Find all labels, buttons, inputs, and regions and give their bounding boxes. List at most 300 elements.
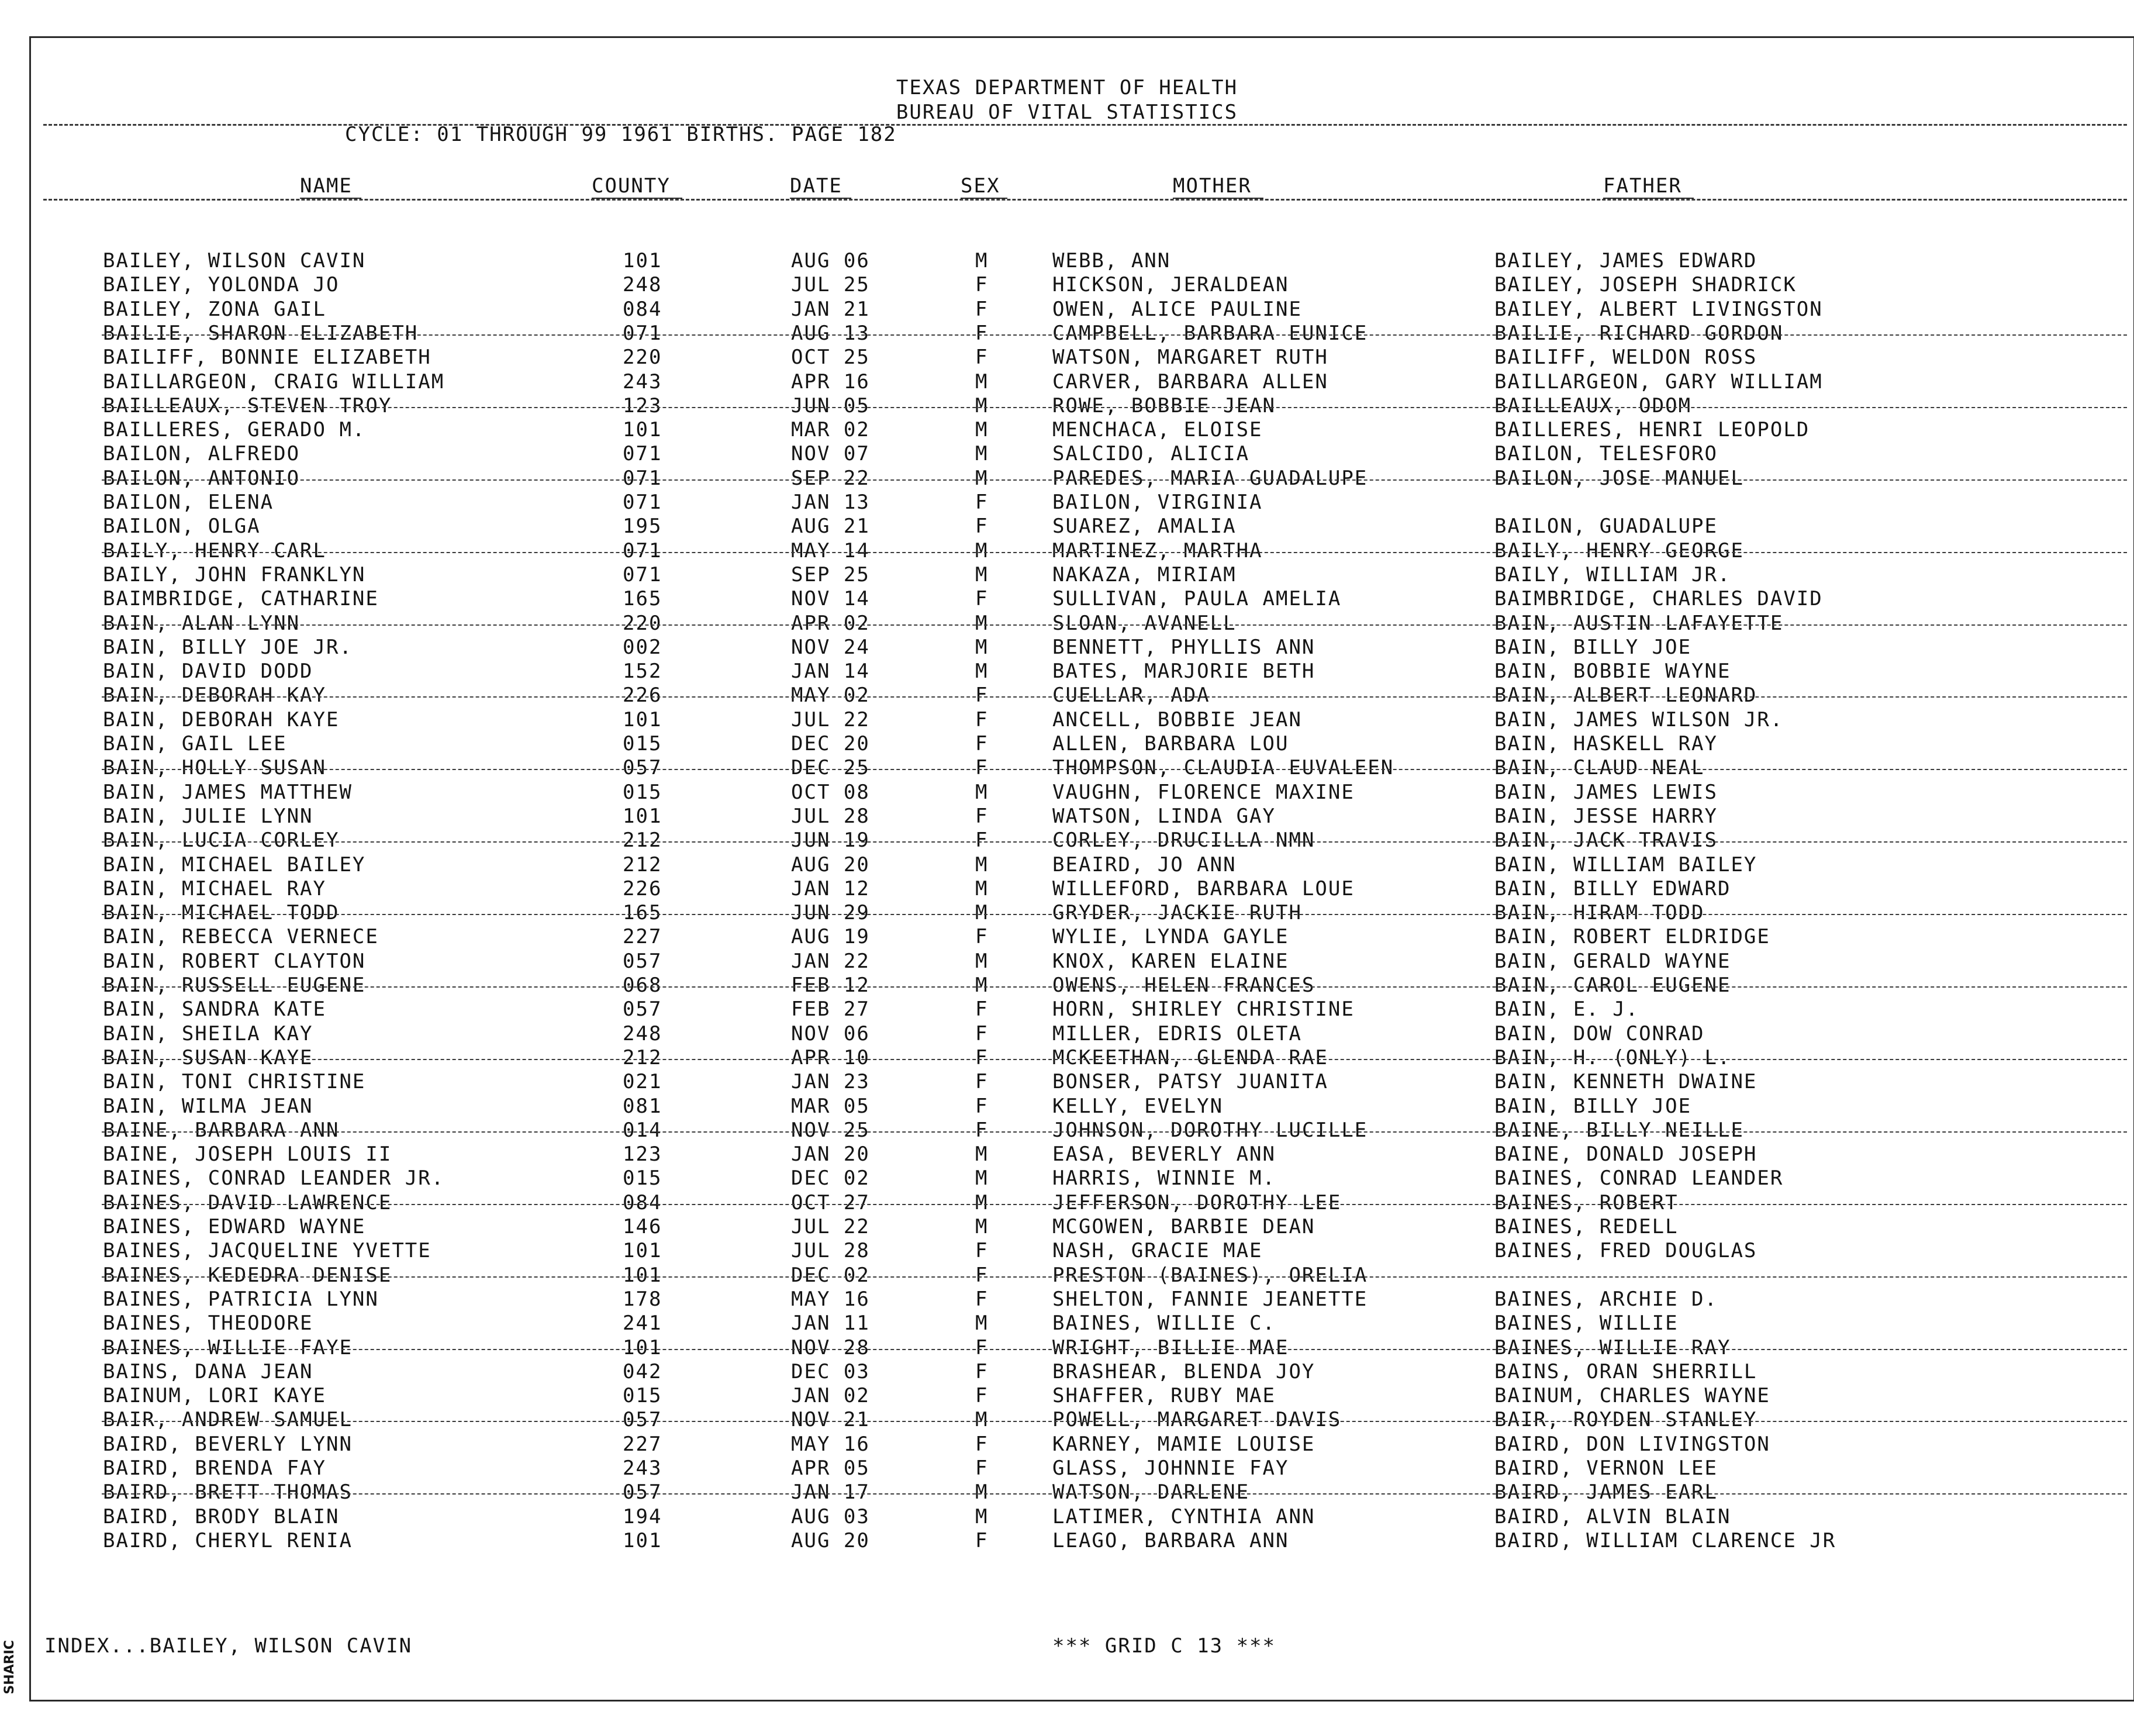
cell-name: BAIN, ALAN LYNN	[103, 611, 301, 635]
cell-county: 021	[623, 1070, 662, 1094]
col-header-name: NAME	[300, 174, 353, 198]
cell-date: JAN 21	[791, 297, 870, 321]
cell-county: 014	[623, 1118, 662, 1142]
cell-father: BAIN, H. (ONLY) L.	[1494, 1045, 1731, 1069]
cell-father: BAIN, DOW CONRAD	[1494, 1021, 1705, 1045]
cell-sex: F	[975, 829, 989, 853]
cell-sex: F	[975, 732, 989, 755]
cell-date: AUG 13	[791, 321, 870, 345]
table-row	[0, 1505, 2134, 1529]
cell-county: 057	[623, 1408, 662, 1432]
cell-mother: CORLEY, DRUCILLA NMN	[1052, 829, 1315, 853]
table-row	[0, 925, 2134, 949]
cell-sex: M	[975, 1408, 989, 1432]
cell-father: BAIN, ALBERT LEONARD	[1494, 684, 1757, 707]
cell-mother: BENNETT, PHYLLIS ANN	[1052, 635, 1315, 659]
cell-sex: F	[975, 273, 989, 297]
bureau-title: BUREAU OF VITAL STATISTICS	[896, 101, 1238, 124]
cell-mother: WEBB, ANN	[1052, 249, 1171, 272]
cell-sex: F	[975, 684, 989, 707]
cell-father: BAINES, FRED DOUGLAS	[1494, 1239, 1757, 1263]
cell-county: 101	[623, 1239, 662, 1263]
cycle-line: CYCLE: 01 THROUGH 99 1961 BIRTHS. PAGE 182	[345, 123, 897, 146]
index-footer: INDEX...BAILEY, WILSON CAVIN	[44, 1634, 413, 1658]
cell-date: JAN 13	[791, 491, 870, 514]
cell-father: BAIN, WILLIAM BAILEY	[1494, 853, 1757, 876]
row-separator	[102, 1349, 2127, 1350]
table-row	[0, 539, 2134, 563]
cell-sex: F	[975, 804, 989, 828]
cell-name: BAIRD, CHERYL RENIA	[103, 1528, 353, 1552]
cell-mother: LEAGO, BARBARA ANN	[1052, 1528, 1289, 1552]
cell-county: 015	[623, 1166, 662, 1190]
cell-name: BAIN, MICHAEL BAILEY	[103, 853, 366, 876]
cell-county: 084	[623, 297, 662, 321]
cell-mother: BAILON, VIRGINIA	[1052, 491, 1263, 514]
table-row	[0, 1215, 2134, 1239]
table-row	[0, 1119, 2134, 1143]
cell-father: BAIN, BILLY EDWARD	[1494, 876, 1731, 900]
cell-county: 057	[623, 949, 662, 973]
cell-father: BAILY, HENRY GEORGE	[1494, 539, 1744, 562]
table-row	[0, 1095, 2134, 1119]
col-header-county: COUNTY	[592, 174, 671, 198]
cell-name: BAINES, EDWARD WAYNE	[103, 1215, 366, 1238]
table-row	[0, 1312, 2134, 1335]
cell-sex: F	[975, 1070, 989, 1094]
cell-date: DEC 02	[791, 1166, 870, 1190]
cell-county: 101	[623, 1528, 662, 1552]
cell-sex: M	[975, 562, 989, 586]
cell-name: BAIR, ANDREW SAMUEL	[103, 1408, 353, 1432]
cell-sex: F	[975, 491, 989, 514]
table-row	[0, 491, 2134, 515]
cell-mother: SALCIDO, ALICIA	[1052, 442, 1250, 466]
cell-father: BAIN, E. J.	[1494, 998, 1639, 1021]
table-row	[0, 732, 2134, 756]
side-label: SHARIC	[2, 1640, 17, 1694]
cell-mother: KNOX, KAREN ELAINE	[1052, 949, 1289, 973]
table-row	[0, 418, 2134, 442]
cell-sex: F	[975, 1384, 989, 1408]
cell-date: FEB 12	[791, 974, 870, 997]
cell-mother: LATIMER, CYNTHIA ANN	[1052, 1504, 1315, 1528]
row-separator	[102, 1059, 2127, 1060]
cell-sex: F	[975, 1118, 989, 1142]
cell-father: BAILON, GUADALUPE	[1494, 515, 1718, 539]
cell-county: 146	[623, 1215, 662, 1238]
cell-father: BAIN, KENNETH DWAINE	[1494, 1070, 1757, 1094]
table-row	[0, 1264, 2134, 1288]
cell-sex: F	[975, 1528, 989, 1552]
table-row	[0, 1239, 2134, 1263]
cell-sex: F	[975, 1021, 989, 1045]
cell-county: 220	[623, 611, 662, 635]
cell-name: BAILLARGEON, CRAIG WILLIAM	[103, 370, 445, 394]
cell-date: APR 05	[791, 1457, 870, 1480]
row-separator	[102, 769, 2127, 770]
cell-county: 071	[623, 491, 662, 514]
cell-name: BAIN, DEBORAH KAY	[103, 684, 326, 707]
cell-mother: SLOAN, AVANELL	[1052, 611, 1237, 635]
cell-name: BAINES, KEDEDRA DENISE	[103, 1263, 392, 1287]
cell-date: DEC 20	[791, 732, 870, 755]
cell-mother: PAREDES, MARIA GUADALUPE	[1052, 466, 1368, 490]
cell-mother: BRASHEAR, BLENDA JOY	[1052, 1359, 1315, 1383]
table-row	[0, 1143, 2134, 1166]
row-separator	[102, 1276, 2127, 1278]
cell-date: JUN 19	[791, 829, 870, 853]
cell-mother: OWEN, ALICE PAULINE	[1052, 297, 1302, 321]
cell-sex: F	[975, 346, 989, 370]
table-row	[0, 829, 2134, 853]
cell-name: BAIN, GAIL LEE	[103, 732, 287, 755]
cell-date: APR 16	[791, 370, 870, 394]
cell-county: 165	[623, 901, 662, 925]
cell-mother: KELLY, EVELYN	[1052, 1094, 1224, 1118]
cell-date: JAN 12	[791, 876, 870, 900]
cell-father: BAIRD, DON LIVINGSTON	[1494, 1432, 1770, 1456]
cell-name: BAILEY, YOLONDA JO	[103, 273, 340, 297]
cell-mother: NAKAZA, MIRIAM	[1052, 562, 1237, 586]
row-separator	[102, 914, 2127, 915]
cell-name: BAINE, JOSEPH LOUIS II	[103, 1143, 392, 1166]
cell-county: 068	[623, 974, 662, 997]
cell-father: BAINES, REDELL	[1494, 1215, 1679, 1238]
cell-father: BAIRD, WILLIAM CLARENCE JR	[1494, 1528, 1836, 1552]
cell-father: BAIN, HASKELL RAY	[1494, 732, 1718, 755]
cell-sex: F	[975, 515, 989, 539]
cell-mother: ROWE, BOBBIE JEAN	[1052, 394, 1276, 417]
table-row	[0, 950, 2134, 974]
cell-name: BAILEY, ZONA GAIL	[103, 297, 326, 321]
cell-name: BAIN, JAMES MATTHEW	[103, 780, 353, 804]
table-row	[0, 563, 2134, 587]
cell-name: BAIN, MICHAEL TODD	[103, 901, 340, 925]
cell-mother: JOHNSON, DOROTHY LUCILLE	[1052, 1118, 1368, 1142]
cell-sex: M	[975, 901, 989, 925]
cell-name: BAIRD, BEVERLY LYNN	[103, 1432, 353, 1456]
table-row	[0, 1022, 2134, 1046]
cell-sex: M	[975, 635, 989, 659]
cell-county: 101	[623, 249, 662, 272]
cell-date: APR 02	[791, 611, 870, 635]
cell-sex: M	[975, 660, 989, 684]
cell-father: BAIMBRIDGE, CHARLES DAVID	[1494, 587, 1823, 611]
cell-name: BAIN, SANDRA KATE	[103, 998, 326, 1021]
row-separator	[102, 841, 2127, 843]
cell-name: BAIN, ROBERT CLAYTON	[103, 949, 366, 973]
cell-date: JAN 02	[791, 1384, 870, 1408]
cell-name: BAIRD, BRODY BLAIN	[103, 1504, 340, 1528]
table-row	[0, 1191, 2134, 1215]
cell-father: BAILON, TELESFORO	[1494, 442, 1718, 466]
cell-county: 101	[623, 1263, 662, 1287]
cell-date: AUG 03	[791, 1504, 870, 1528]
table-row	[0, 853, 2134, 877]
cell-date: MAY 16	[791, 1287, 870, 1311]
cell-name: BAILON, OLGA	[103, 515, 261, 539]
cell-sex: M	[975, 1312, 989, 1335]
cell-mother: MCGOWEN, BARBIE DEAN	[1052, 1215, 1315, 1238]
cell-mother: CAMPBELL, BARBARA EUNICE	[1052, 321, 1368, 345]
cell-sex: M	[975, 539, 989, 562]
cell-county: 081	[623, 1094, 662, 1118]
table-row	[0, 636, 2134, 660]
cell-sex: M	[975, 442, 989, 466]
row-separator	[102, 696, 2127, 698]
cell-mother: HICKSON, JERALDEAN	[1052, 273, 1289, 297]
cell-name: BAINE, BARBARA ANN	[103, 1118, 340, 1142]
cell-sex: M	[975, 876, 989, 900]
col-header-father: FATHER	[1603, 174, 1682, 198]
cell-county: 015	[623, 1384, 662, 1408]
cell-sex: F	[975, 321, 989, 345]
cell-county: 243	[623, 1457, 662, 1480]
row-separator	[102, 334, 2127, 336]
cell-father: BAILLARGEON, GARY WILLIAM	[1494, 370, 1823, 394]
cell-mother: WATSON, LINDA GAY	[1052, 804, 1276, 828]
cell-date: OCT 25	[791, 346, 870, 370]
cell-father: BAINES, WILLIE RAY	[1494, 1335, 1731, 1359]
cell-county: 123	[623, 394, 662, 417]
cell-date: NOV 06	[791, 1021, 870, 1045]
cell-county: 015	[623, 732, 662, 755]
cell-name: BAILIFF, BONNIE ELIZABETH	[103, 346, 431, 370]
cell-county: 195	[623, 515, 662, 539]
row-separator	[102, 624, 2127, 626]
table-row	[0, 467, 2134, 491]
cell-date: NOV 21	[791, 1408, 870, 1432]
cell-date: JAN 17	[791, 1480, 870, 1504]
cell-county: 101	[623, 1335, 662, 1359]
cell-county: 248	[623, 273, 662, 297]
cell-mother: KARNEY, MAMIE LOUISE	[1052, 1432, 1315, 1456]
cell-date: JAN 22	[791, 949, 870, 973]
cell-sex: F	[975, 1263, 989, 1287]
cell-father: BAINES, WILLIE	[1494, 1312, 1679, 1335]
row-separator	[102, 1493, 2127, 1495]
cell-mother: GLASS, JOHNNIE FAY	[1052, 1457, 1289, 1480]
cell-father: BAINE, DONALD JOSEPH	[1494, 1143, 1757, 1166]
cell-sex: F	[975, 925, 989, 949]
cell-mother: WILLEFORD, BARBARA LOUE	[1052, 876, 1355, 900]
cell-sex: F	[975, 1432, 989, 1456]
table-row	[0, 394, 2134, 418]
cell-sex: M	[975, 418, 989, 442]
cell-county: 071	[623, 539, 662, 562]
cell-date: DEC 25	[791, 756, 870, 780]
cell-name: BAINES, WILLIE FAYE	[103, 1335, 353, 1359]
cell-father: BAINES, ROBERT	[1494, 1190, 1679, 1214]
table-row	[0, 1408, 2134, 1432]
cell-sex: M	[975, 1215, 989, 1238]
cell-father: BAIN, JAMES WILSON JR.	[1494, 707, 1784, 731]
cell-sex: F	[975, 297, 989, 321]
cell-father: BAIRD, JAMES EARL	[1494, 1480, 1718, 1504]
cell-father: BAINUM, CHARLES WAYNE	[1494, 1384, 1770, 1408]
cell-name: BAILON, ALFREDO	[103, 442, 301, 466]
cell-father: BAIRD, VERNON LEE	[1494, 1457, 1718, 1480]
cell-county: 152	[623, 660, 662, 684]
table-row	[0, 442, 2134, 466]
cell-mother: PRESTON (BAINES), ORELIA	[1052, 1263, 1368, 1287]
table-row	[0, 756, 2134, 780]
col-underline-county	[592, 198, 682, 199]
cell-name: BAIN, REBECCA VERNECE	[103, 925, 379, 949]
cell-date: JUL 22	[791, 1215, 870, 1238]
cell-county: 212	[623, 853, 662, 876]
cell-father: BAINES, ARCHIE D.	[1494, 1287, 1718, 1311]
table-row	[0, 298, 2134, 322]
cell-date: OCT 27	[791, 1190, 870, 1214]
col-header-sex: SEX	[961, 174, 1000, 198]
cell-mother: ANCELL, BOBBIE JEAN	[1052, 707, 1302, 731]
cell-father: BAINE, BILLY NEILLE	[1494, 1118, 1744, 1142]
cell-sex: F	[975, 756, 989, 780]
cell-name: BAIN, MICHAEL RAY	[103, 876, 326, 900]
cell-name: BAIN, DEBORAH KAYE	[103, 707, 340, 731]
cell-name: BAILON, ANTONIO	[103, 466, 301, 490]
cell-county: 042	[623, 1359, 662, 1383]
cell-father: BAIN, BILLY JOE	[1494, 635, 1692, 659]
cell-date: JUL 28	[791, 1239, 870, 1263]
table-row	[0, 1360, 2134, 1384]
cell-name: BAILEY, WILSON CAVIN	[103, 249, 366, 272]
cell-county: 071	[623, 466, 662, 490]
row-separator	[102, 1204, 2127, 1205]
cell-mother: SHAFFER, RUBY MAE	[1052, 1384, 1276, 1408]
table-row	[0, 998, 2134, 1021]
cell-date: NOV 24	[791, 635, 870, 659]
agency-title: TEXAS DEPARTMENT OF HEALTH	[896, 76, 1238, 99]
table-row	[0, 901, 2134, 925]
cell-county: 226	[623, 684, 662, 707]
table-row	[0, 515, 2134, 539]
table-row	[0, 708, 2134, 732]
cell-father: BAIRD, ALVIN BLAIN	[1494, 1504, 1731, 1528]
cell-mother: HARRIS, WINNIE M.	[1052, 1166, 1276, 1190]
cell-father: BAIN, CAROL EUGENE	[1494, 974, 1731, 997]
cell-date: MAR 02	[791, 418, 870, 442]
cell-mother: WATSON, MARGARET RUTH	[1052, 346, 1328, 370]
cell-name: BAILON, ELENA	[103, 491, 274, 514]
cell-county: 165	[623, 587, 662, 611]
cell-county: 057	[623, 998, 662, 1021]
cell-county: 002	[623, 635, 662, 659]
cell-father: BAILEY, ALBERT LIVINGSTON	[1494, 297, 1823, 321]
cell-date: APR 10	[791, 1045, 870, 1069]
cell-date: JUL 22	[791, 707, 870, 731]
table-row	[0, 974, 2134, 998]
cell-name: BAIN, WILMA JEAN	[103, 1094, 313, 1118]
cell-mother: SUAREZ, AMALIA	[1052, 515, 1237, 539]
cell-mother: WRIGHT, BILLIE MAE	[1052, 1335, 1289, 1359]
cell-county: 084	[623, 1190, 662, 1214]
cell-father: BAILY, WILLIAM JR.	[1494, 562, 1731, 586]
table-row	[0, 877, 2134, 901]
table-row	[0, 587, 2134, 611]
cell-father: BAIN, BOBBIE WAYNE	[1494, 660, 1731, 684]
cell-father: BAILON, JOSE MANUEL	[1494, 466, 1744, 490]
table-row	[0, 1433, 2134, 1457]
cell-sex: M	[975, 1480, 989, 1504]
cell-county: 057	[623, 756, 662, 780]
cell-county: 248	[623, 1021, 662, 1045]
col-underline-sex	[961, 198, 1007, 199]
table-row	[0, 1166, 2134, 1190]
cell-sex: F	[975, 1094, 989, 1118]
cell-sex: M	[975, 1190, 989, 1214]
cell-name: BAILIE, SHARON ELIZABETH	[103, 321, 419, 345]
cell-name: BAIN, BILLY JOE JR.	[103, 635, 353, 659]
cell-mother: MCKEETHAN, GLENDA RAE	[1052, 1045, 1328, 1069]
cell-name: BAILLEAUX, STEVEN TROY	[103, 394, 392, 417]
cell-father: BAIN, HIRAM TODD	[1494, 901, 1705, 925]
cell-father: BAIN, BILLY JOE	[1494, 1094, 1692, 1118]
cell-name: BAIN, LUCIA CORLEY	[103, 829, 340, 853]
cell-date: OCT 08	[791, 780, 870, 804]
header-rule-bottom	[43, 199, 2127, 201]
table-row	[0, 1480, 2134, 1504]
row-separator	[102, 986, 2127, 988]
cell-father: BAINES, CONRAD LEANDER	[1494, 1166, 1784, 1190]
cell-father: BAILEY, JOSEPH SHADRICK	[1494, 273, 1797, 297]
table-row	[0, 805, 2134, 829]
cell-mother: HORN, SHIRLEY CHRISTINE	[1052, 998, 1355, 1021]
cell-date: JUN 05	[791, 394, 870, 417]
cell-father: BAILIFF, WELDON ROSS	[1494, 346, 1757, 370]
cell-date: SEP 25	[791, 562, 870, 586]
cell-county: 178	[623, 1287, 662, 1311]
cell-county: 071	[623, 442, 662, 466]
cell-name: BAINES, CONRAD LEANDER JR.	[103, 1166, 445, 1190]
cell-date: NOV 07	[791, 442, 870, 466]
cell-date: AUG 19	[791, 925, 870, 949]
table-row	[0, 1288, 2134, 1312]
cell-name: BAIN, JULIE LYNN	[103, 804, 313, 828]
cell-county: 227	[623, 1432, 662, 1456]
cell-sex: M	[975, 370, 989, 394]
cell-name: BAIN, SHEILA KAY	[103, 1021, 313, 1045]
cell-mother: BEAIRD, JO ANN	[1052, 853, 1237, 876]
cell-sex: M	[975, 1504, 989, 1528]
cell-sex: M	[975, 611, 989, 635]
cell-date: JAN 20	[791, 1143, 870, 1166]
col-header-mother: MOTHER	[1173, 174, 1252, 198]
cell-sex: M	[975, 949, 989, 973]
cell-mother: MARTINEZ, MARTHA	[1052, 539, 1263, 562]
table-row	[0, 660, 2134, 684]
cell-name: BAILY, HENRY CARL	[103, 539, 326, 562]
cell-date: DEC 03	[791, 1359, 870, 1383]
cell-name: BAIN, SUSAN KAYE	[103, 1045, 313, 1069]
col-underline-date	[790, 198, 851, 199]
table-row	[0, 1457, 2134, 1480]
cell-mother: ALLEN, BARBARA LOU	[1052, 732, 1289, 755]
cell-date: JUL 25	[791, 273, 870, 297]
cell-mother: VAUGHN, FLORENCE MAXINE	[1052, 780, 1355, 804]
cell-sex: M	[975, 780, 989, 804]
table-row	[0, 322, 2134, 346]
cell-mother: BAINES, WILLIE C.	[1052, 1312, 1276, 1335]
cell-name: BAIMBRIDGE, CATHARINE	[103, 587, 379, 611]
cell-date: AUG 20	[791, 1528, 870, 1552]
cell-sex: M	[975, 1166, 989, 1190]
cell-mother: MILLER, EDRIS OLETA	[1052, 1021, 1302, 1045]
cell-county: 101	[623, 804, 662, 828]
cell-county: 015	[623, 780, 662, 804]
